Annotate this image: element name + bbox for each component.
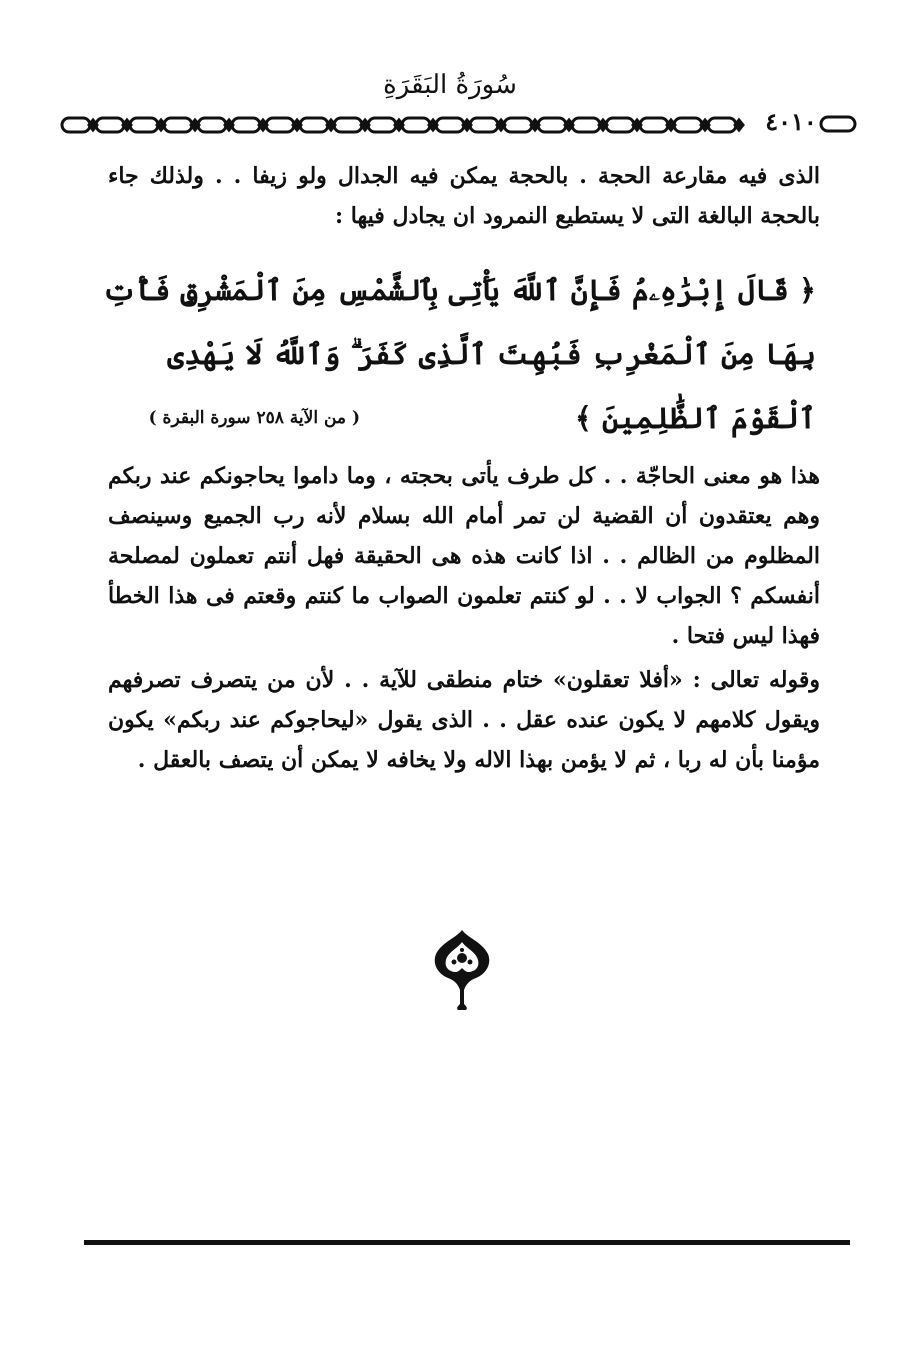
chain-end-icon (818, 112, 858, 136)
surah-title: سُورَةُ البَقَرَةِ (383, 70, 517, 100)
paragraph-conclusion: وقوله تعالى : «أفلا تعقلون» ختام منطقى للآية . . لأن من يتصرف تصرفهم ويقول كلامهم لا يكون عنده عقل . . الذى يقول «ليحاجوكم عند ربكم» يكون مؤمنا بأن له ربا ، ثم لا يؤمن بهذا الاله ولا يخافه لا يمكن أن يتصف بالعقل . (108, 667, 820, 773)
page-number: ٤٠١٠ (765, 107, 817, 136)
quran-verse: ﴿ قَالَ إِبْرَٰهِۦمُ فَإِنَّ ٱللَّهَ يَأْتِى بِٱلشَّمْسِ مِنَ ٱلْمَشْرِقِ فَأْتِ بِهَا مِنَ ٱلْمَغْرِبِ فَبُهِتَ ٱلَّذِى كَفَرَ ۗ وَٱللَّهُ لَا يَهْدِى ٱلْقَوْمَ ٱلظَّٰلِمِينَ ﴾ (102, 273, 816, 435)
floral-ornament-icon (430, 928, 494, 1012)
bottom-rule (84, 1240, 850, 1245)
chain-border-icon (58, 112, 758, 138)
paragraph-intro: الذى فيه مقارعة الحجة . بالحجة يمكن فيه الجدال ولو زيفا . . ولذلك جاء بالحجة البالغة التى لا يستطيع النمرود ان يجادل فيها : (108, 163, 820, 229)
paragraph-explanation: هذا هو معنى الحاجّة . . كل طرف يأتى بحجته ، وما داموا يحاجونكم عند ربكم وهم يعتقدون أن القضية لن تمر أمام الله بسلام لأنه رب الجميع وسينصف المظلوم من الظالم . . اذا كانت هذه هى الحقيقة فهل أنتم تعملون لمصلحة أنفسكم ؟ الجواب لا . . لو كنتم تعلمون الصواب ما كنتم وقعتم فى هذا الخطأ فهذا ليس فتحا . (108, 463, 820, 649)
verse-reference: ( من الآية ٢٥٨ سورة البقرة ) (148, 408, 360, 428)
